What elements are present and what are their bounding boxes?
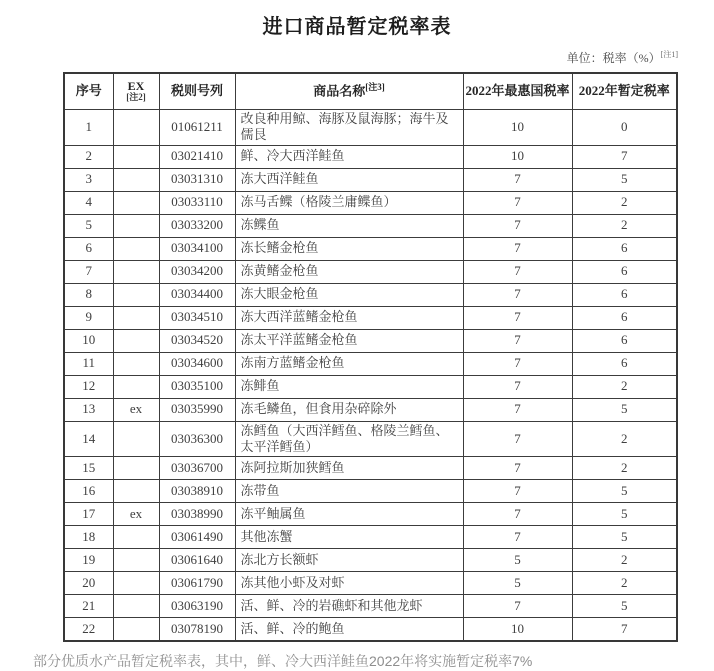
cell-tariff-no: 03031310 — [159, 168, 235, 191]
cell-provisional-rate: 5 — [572, 168, 677, 191]
header-row — [64, 73, 677, 110]
cell-mfn-rate: 7 — [463, 329, 572, 352]
cell-provisional-rate: 6 — [572, 283, 677, 306]
table-row — [64, 549, 677, 572]
cell-provisional-rate: 5 — [572, 595, 677, 618]
cell-tariff-no: 03034100 — [159, 237, 235, 260]
header-tariff-no: 税则号列 — [159, 73, 235, 110]
cell-mfn-rate: 5 — [463, 572, 572, 595]
cell-ex: ex — [113, 398, 159, 421]
cell-mfn-rate: 7 — [463, 306, 572, 329]
cell-ex — [113, 480, 159, 503]
cell-tariff-no: 03061790 — [159, 572, 235, 595]
footer-caption: 部分优质水产品暂定税率表，其中，鲜、冷大西洋鲑鱼2022年将实施暂定税率7% — [33, 653, 533, 669]
cell-tariff-no: 03034510 — [159, 306, 235, 329]
cell-ex — [113, 306, 159, 329]
table-row — [64, 168, 677, 191]
cell-mfn-rate: 10 — [463, 618, 572, 642]
cell-seq: 4 — [64, 191, 113, 214]
cell-seq: 3 — [64, 168, 113, 191]
cell-mfn-rate: 7 — [463, 595, 572, 618]
cell-seq: 14 — [64, 421, 113, 457]
cell-mfn-rate: 7 — [463, 375, 572, 398]
cell-provisional-rate: 6 — [572, 329, 677, 352]
cell-ex — [113, 421, 159, 457]
table-row — [64, 110, 677, 146]
table-row — [64, 421, 677, 457]
cell-provisional-rate: 6 — [572, 237, 677, 260]
cell-seq: 22 — [64, 618, 113, 642]
cell-provisional-rate: 7 — [572, 145, 677, 168]
cell-seq: 7 — [64, 260, 113, 283]
table-row — [64, 618, 677, 642]
cell-product-name: 冻大西洋鲑鱼 — [235, 168, 463, 191]
cell-tariff-no: 03036300 — [159, 421, 235, 457]
cell-mfn-rate: 10 — [463, 110, 572, 146]
table-row — [64, 237, 677, 260]
table-row — [64, 329, 677, 352]
cell-product-name: 冻太平洋蓝鳍金枪鱼 — [235, 329, 463, 352]
header-ex-note: [注2] — [126, 92, 146, 103]
cell-product-name: 冻鲽鱼 — [235, 214, 463, 237]
cell-mfn-rate: 10 — [463, 145, 572, 168]
cell-tariff-no: 03038990 — [159, 503, 235, 526]
cell-tariff-no: 03061640 — [159, 549, 235, 572]
cell-mfn-rate: 7 — [463, 526, 572, 549]
cell-mfn-rate: 7 — [463, 237, 572, 260]
cell-tariff-no: 03034400 — [159, 283, 235, 306]
cell-seq: 17 — [64, 503, 113, 526]
table-row — [64, 214, 677, 237]
cell-mfn-rate: 5 — [463, 549, 572, 572]
table-row — [64, 595, 677, 618]
header-product-name-note: [注3] — [365, 82, 385, 93]
cell-seq: 5 — [64, 214, 113, 237]
cell-seq: 12 — [64, 375, 113, 398]
cell-ex — [113, 191, 159, 214]
cell-tariff-no: 03021410 — [159, 145, 235, 168]
cell-mfn-rate: 7 — [463, 480, 572, 503]
cell-mfn-rate: 7 — [463, 214, 572, 237]
cell-ex: ex — [113, 503, 159, 526]
cell-provisional-rate: 2 — [572, 457, 677, 480]
cell-tariff-no: 03033110 — [159, 191, 235, 214]
table-row — [64, 503, 677, 526]
header-ex-main: EX — [127, 79, 145, 94]
cell-seq: 21 — [64, 595, 113, 618]
header-seq: 序号 — [64, 73, 113, 110]
cell-tariff-no: 03063190 — [159, 595, 235, 618]
cell-tariff-no: 03036700 — [159, 457, 235, 480]
cell-mfn-rate: 7 — [463, 503, 572, 526]
table-row — [64, 526, 677, 549]
cell-product-name: 冻大眼金枪鱼 — [235, 283, 463, 306]
cell-product-name: 活、鲜、冷的岩礁虾和其他龙虾 — [235, 595, 463, 618]
cell-seq: 6 — [64, 237, 113, 260]
cell-provisional-rate: 5 — [572, 480, 677, 503]
cell-ex — [113, 329, 159, 352]
cell-seq: 15 — [64, 457, 113, 480]
cell-seq: 10 — [64, 329, 113, 352]
cell-product-name: 冻阿拉斯加狭鳕鱼 — [235, 457, 463, 480]
cell-ex — [113, 595, 159, 618]
header-mfn-rate: 2022年最惠国税率 — [463, 73, 572, 110]
cell-mfn-rate: 7 — [463, 260, 572, 283]
cell-mfn-rate: 7 — [463, 283, 572, 306]
cell-provisional-rate: 6 — [572, 306, 677, 329]
page-title: 进口商品暂定税率表 — [262, 16, 452, 38]
unit-label: 单位：税率（%） — [566, 51, 661, 65]
table-row — [64, 398, 677, 421]
cell-tariff-no: 03035100 — [159, 375, 235, 398]
cell-provisional-rate: 2 — [572, 375, 677, 398]
cell-seq: 20 — [64, 572, 113, 595]
cell-ex — [113, 283, 159, 306]
cell-product-name: 冻马舌鲽（格陵兰庸鲽鱼） — [235, 191, 463, 214]
cell-product-name: 冻毛鳞鱼，但食用杂碎除外 — [235, 398, 463, 421]
cell-product-name: 鲜、冷大西洋鲑鱼 — [235, 145, 463, 168]
tariff-rate-table — [63, 72, 678, 642]
cell-tariff-no: 03033200 — [159, 214, 235, 237]
cell-ex — [113, 145, 159, 168]
cell-mfn-rate: 7 — [463, 168, 572, 191]
cell-provisional-rate: 5 — [572, 398, 677, 421]
unit-note: [注1] — [660, 50, 678, 59]
cell-product-name: 冻鲱鱼 — [235, 375, 463, 398]
cell-provisional-rate: 6 — [572, 352, 677, 375]
cell-product-name: 冻大西洋蓝鳍金枪鱼 — [235, 306, 463, 329]
cell-product-name: 其他冻蟹 — [235, 526, 463, 549]
cell-tariff-no: 03078190 — [159, 618, 235, 642]
cell-seq: 11 — [64, 352, 113, 375]
cell-provisional-rate: 2 — [572, 572, 677, 595]
cell-ex — [113, 526, 159, 549]
table-row — [64, 352, 677, 375]
cell-tariff-no: 03034600 — [159, 352, 235, 375]
cell-mfn-rate: 7 — [463, 191, 572, 214]
cell-product-name: 冻北方长额虾 — [235, 549, 463, 572]
cell-provisional-rate: 2 — [572, 191, 677, 214]
cell-provisional-rate: 2 — [572, 549, 677, 572]
cell-provisional-rate: 5 — [572, 526, 677, 549]
header-ex — [113, 73, 159, 110]
unit-line — [0, 49, 678, 66]
cell-tariff-no: 03034200 — [159, 260, 235, 283]
table-row — [64, 260, 677, 283]
cell-provisional-rate: 5 — [572, 503, 677, 526]
cell-mfn-rate: 7 — [463, 457, 572, 480]
cell-ex — [113, 214, 159, 237]
table-body — [64, 110, 677, 642]
cell-product-name: 冻其他小虾及对虾 — [235, 572, 463, 595]
table-row — [64, 306, 677, 329]
table-row — [64, 480, 677, 503]
cell-product-name: 冻南方蓝鳍金枪鱼 — [235, 352, 463, 375]
cell-tariff-no: 03034520 — [159, 329, 235, 352]
cell-product-name: 冻带鱼 — [235, 480, 463, 503]
cell-product-name: 冻平鲉属鱼 — [235, 503, 463, 526]
cell-seq: 1 — [64, 110, 113, 146]
table-row — [64, 145, 677, 168]
table-row — [64, 191, 677, 214]
cell-ex — [113, 168, 159, 191]
cell-seq: 16 — [64, 480, 113, 503]
cell-ex — [113, 618, 159, 642]
cell-product-name: 冻黄鳍金枪鱼 — [235, 260, 463, 283]
header-product-name-label: 商品名称 — [313, 83, 366, 99]
table-row — [64, 375, 677, 398]
cell-ex — [113, 260, 159, 283]
cell-seq: 2 — [64, 145, 113, 168]
header-provisional-rate: 2022年暂定税率 — [572, 73, 677, 110]
table-row — [64, 572, 677, 595]
cell-ex — [113, 457, 159, 480]
cell-product-name: 冻鳕鱼（大西洋鳕鱼、格陵兰鳕鱼、太平洋鳕鱼） — [235, 421, 463, 457]
cell-ex — [113, 549, 159, 572]
cell-product-name: 活、鲜、冷的鲍鱼 — [235, 618, 463, 642]
table-row — [64, 457, 677, 480]
cell-mfn-rate: 7 — [463, 352, 572, 375]
cell-ex — [113, 375, 159, 398]
cell-tariff-no: 01061211 — [159, 110, 235, 146]
cell-provisional-rate: 6 — [572, 260, 677, 283]
header-product-name — [235, 73, 463, 110]
cell-product-name: 改良种用鲸、海豚及鼠海豚；海牛及儒艮 — [235, 110, 463, 146]
table-row — [64, 283, 677, 306]
cell-tariff-no: 03038910 — [159, 480, 235, 503]
cell-tariff-no: 03035990 — [159, 398, 235, 421]
cell-mfn-rate: 7 — [463, 421, 572, 457]
cell-mfn-rate: 7 — [463, 398, 572, 421]
cell-seq: 9 — [64, 306, 113, 329]
cell-seq: 18 — [64, 526, 113, 549]
cell-ex — [113, 237, 159, 260]
table-header — [64, 73, 677, 110]
cell-tariff-no: 03061490 — [159, 526, 235, 549]
cell-product-name: 冻长鳍金枪鱼 — [235, 237, 463, 260]
cell-provisional-rate: 0 — [572, 110, 677, 146]
cell-ex — [113, 352, 159, 375]
cell-seq: 8 — [64, 283, 113, 306]
cell-provisional-rate: 2 — [572, 421, 677, 457]
cell-ex — [113, 572, 159, 595]
cell-seq: 19 — [64, 549, 113, 572]
cell-provisional-rate: 7 — [572, 618, 677, 642]
cell-seq: 13 — [64, 398, 113, 421]
cell-provisional-rate: 2 — [572, 214, 677, 237]
cell-ex — [113, 110, 159, 146]
